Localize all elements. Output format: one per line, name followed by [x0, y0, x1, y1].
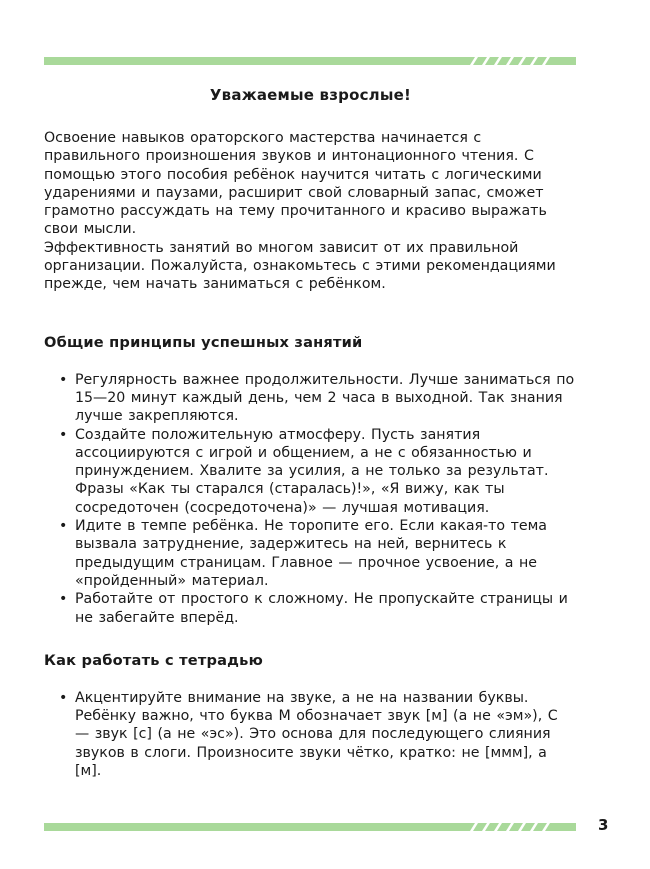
- band-stripes-icon: [468, 57, 558, 65]
- list-item-text: Регулярность важнее продолжительности. Лучше заниматься по 15—20 минут каждый день, чем 2 часа в выходной. Так знания лучше закрепляются.: [75, 371, 575, 425]
- workbook-list: [44, 689, 577, 780]
- band-stripes-icon: [468, 823, 558, 831]
- list-item-text: Идите в темпе ребёнка. Не торопите его. Если какая-то тема вызвала затруднение, задержитесь на ней, вернитесь к предыдущим страницам. Главное — прочное усвоение, а не «пройденный» материал.: [75, 518, 548, 589]
- page-title: Уважаемые взрослые!: [209, 86, 412, 104]
- list-item: [44, 689, 577, 780]
- intro-paragraph-1: Освоение навыков ораторского мастерства начинается с правильного произношения звуков и интонационного чтения. С помощью этого пособия ребёнок научится читать с логическими ударениями и паузами, расширит свой словарный запас, сможет грамотно рассуждать на тему прочитанного и красиво выражать свои мысли.: [44, 130, 547, 238]
- bullet-icon: •: [59, 591, 68, 608]
- bullet-icon: •: [59, 426, 68, 443]
- list-item-text: Создайте положительную атмосферу. Пусть занятия ассоциируются с игрой и общением, а не с обязанностью и принуждением. Хвалите за усилия, а не только за результат. Фразы «Как ты старался (старалась)!», «Я вижу, как ты сосредоточен (сосредоточена)» — лучшая мотивация.: [75, 426, 549, 516]
- list-item: [44, 371, 577, 426]
- bullet-icon: •: [59, 689, 68, 706]
- intro-paragraph-2: Эффективность занятий во многом зависит от их правильной организации. Пожалуйста, ознакомьтесь с этими рекомендациями прежде, чем начать заниматься с ребёнком.: [44, 239, 556, 293]
- bullet-icon: •: [59, 371, 68, 388]
- bullet-icon: •: [59, 518, 68, 535]
- section-heading-workbook: Как работать с тетрадью: [44, 651, 263, 669]
- top-decorative-band: [44, 57, 576, 65]
- page-number: 3: [598, 816, 609, 834]
- list-item: [44, 517, 577, 590]
- bottom-decorative-band: [44, 823, 576, 831]
- page-content: [44, 86, 577, 780]
- list-item: [44, 590, 577, 627]
- principles-list: [44, 371, 577, 627]
- list-item-text: Работайте от простого к сложному. Не пропускайте страницы и не забегайте вперёд.: [75, 591, 568, 626]
- section-heading-principles: Общие принципы успешных занятий: [44, 333, 363, 351]
- list-item-text: Акцентируйте внимание на звуке, а не на названии буквы. Ребёнку важно, что буква М обозначает звук [м] (а не «эм»), С — звук [с] (а не «эс»). Это основа для последующего слияния звуков в слоги. Произносите звуки чётко, кратко: не [ммм], а [м].: [75, 689, 558, 780]
- list-item: [44, 426, 577, 517]
